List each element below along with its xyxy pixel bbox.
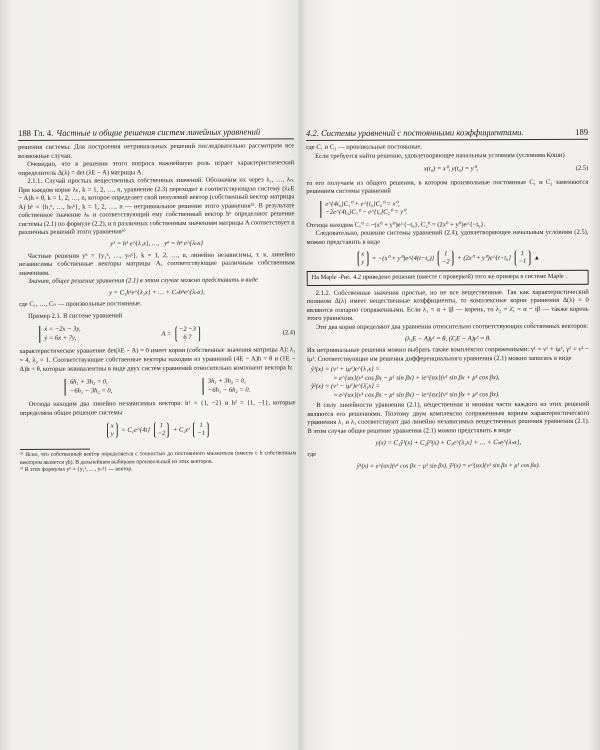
system-line: −2e^{4t₀}C₁⁰ − e^{t₀}C₂⁰ = y⁰.	[325, 208, 408, 217]
paragraph: где C₁, …, Cₙ — произвольные постоянные.	[19, 300, 142, 309]
vector-entry: x	[361, 251, 365, 259]
formula-eigen-equations: (λ₁E − A)γ¹ = θ, (λ̄₁E − A)γ² = θ.	[404, 334, 491, 343]
ode-line: ẏ = 6x + 7y,	[44, 334, 77, 342]
eigenvector-2	[515, 250, 531, 266]
paragraph: то его получаем из общего решения, в котором произвольные постоянные C₁ и C₂ заменяются решением системы уравнений	[306, 178, 589, 196]
vector-entry: −2	[441, 258, 450, 266]
eigenvector-1	[438, 251, 454, 267]
formula-line: = e^{αx}(ν¹ cos βx − μ¹ sin βx) + ie^{αx}(ν¹ sin βx + μ¹ cos βx),	[333, 373, 500, 382]
system-line: 6h₁ + 3h₂ = 0,	[69, 378, 108, 386]
paragraph: где	[307, 451, 317, 459]
equation-number: (2.4)	[282, 328, 296, 337]
formula-particular-solutions	[19, 239, 295, 249]
constants-system	[320, 198, 588, 220]
formula-general-solution: y = C₁h¹e^{λ₁x} + … + Cₙhⁿe^{λₙx},	[109, 288, 205, 297]
footnote: ⁶⁾ В этих формулах yᵏ = {y₁ᵏ, …, yₙᵏ} — вектор.	[20, 466, 133, 473]
formula-line: ỹ²(x) = (ν¹ − iμ¹)e^{λ̄₁x} =	[311, 382, 380, 391]
right-running-title: 4.2. Системы уравнений с постоянными коэффициентами.	[306, 127, 524, 138]
constants-system-brace	[320, 200, 407, 217]
right-page-header	[306, 127, 588, 141]
formula-cauchy-solution	[307, 250, 589, 267]
left-running-title: Частные и общие решения систем линейных уравнений	[56, 126, 261, 138]
paragraph: Эти два корня определяют два уравнения относительно соответствующих собственных векторов:	[315, 322, 589, 331]
formula-line: = e^{αx}(ν¹ cos βx − μ¹ sin βx) − ie^{αx}(ν¹ sin βx + μ¹ cos βx).	[333, 390, 500, 399]
vector-entry: y	[110, 430, 114, 438]
lhs-vector	[107, 423, 118, 439]
vector-entry: 1	[444, 250, 448, 258]
paragraph: Значит, общее решение уравнения (2.1) в этом случае можно представить в виде	[27, 276, 258, 286]
system-line: 3h₁ + 3h₂ = 0,	[207, 377, 246, 385]
vector-entry: 1	[159, 422, 164, 430]
paragraph: В силу линейности уравнения (2.1), вещественная и мнимая части каждого из этих решений являются его решениями. Поэтому двум комплексно сопряженным корням характеристического уравнения λ₁ и λ₁ соответствуют два линейно независимых вещественных решения уравнения (2.1). В этом случае общее решение уравнения (2.1) можно представить в виде	[307, 401, 590, 435]
paragraph: Их нетривиальные решения можно выбрать также комплексно сопряженными: γ¹ = ν¹ + iμ¹, γ² = ν¹ − iμ¹. Соответствующие им решения дифференциального уравнения (2.1) можно записать в виде	[306, 345, 589, 363]
paragraph: Отсюда находим два линейно независимых вектора: h¹ = {1, −2} и h² = {1, −1}, которые определяем общее решение системы	[19, 399, 296, 417]
component-system-a	[65, 379, 112, 396]
footnote: ⁵⁾ Ясно, что собственный вектор определяется с точностью до постоянного множителя (вместе с h собственным вектором является γh). В дальнейшем выбираем произвольный из этих векторов.	[19, 450, 297, 466]
formula-example-general-solution	[20, 422, 296, 440]
formula-general-real: y(x) = C₁ŷ¹(x) + C₂ŷ²(x) + C₃e^{λ₃x} + … + Cₙe^{λₙx},	[375, 438, 522, 447]
system-line: −6h₁ − 3h₂ = 0,	[69, 387, 113, 395]
formula-text: y¹ = h¹ e^{λ₁x}, …,	[110, 240, 160, 248]
left-page	[18, 126, 298, 728]
vector-entry: −1	[197, 430, 206, 438]
cauchy-conditions-row	[306, 162, 588, 178]
end-of-example-mark: ▲	[533, 255, 540, 262]
complex-solutions	[311, 365, 589, 400]
formula-text: = −(x⁰ + y⁰)e^{4(t−t₀)}	[371, 255, 435, 263]
ode-system	[39, 326, 80, 343]
paragraph: Частные решения yᵏ = {y₁ᵏ, …, yₙᵏ}, k = 1, 2, …, n, линейно независимы, т. к. линейно независимы собственные векторы матрицы A, соответствующие различным собственным значениям.	[18, 250, 295, 277]
footnote-divider	[20, 449, 90, 450]
paragraph: решения системы. Для построения нетривиальных решений последовательно рассмотрим все возможные случаи.	[18, 142, 295, 160]
formula-line: ỹ¹(x) = (ν¹ + iμ¹)e^{λ₁x} =	[311, 365, 380, 374]
paragraph: 2.1.1. Случай простых вещественных собственных значений. Обозначим их через λ₁, …, λₙ. При каждом корне λₖ, k = 1, 2, …, n, уравнение (2.3) переходит в соответствующую систему (λₖE − A)h = θ, k = 1, 2, …, n, которое определяет свой ненулевой вектор (собственный вектор матрицы A) hᵏ = {h₁ᵏ, …, hₙᵏ}, k = 1, 2, …, n — нетривиальное решение этого уравнения⁵⁾. В результате собственное значение λₖ и соответствующий ему собственный вектор hᵏ определяют решение системы (2.1) по формуле (2.2), и n различных собственным значениям матрицы A соответствует n различных решений этого уравнения⁶⁾	[18, 176, 295, 237]
left-chapter-label: Гл. 4.	[33, 127, 54, 138]
matrix-block	[161, 326, 202, 342]
cauchy-conditions: x(t₀) = x⁰, y(t₀) = y⁰,	[423, 165, 478, 173]
matrix-label: A =	[161, 330, 172, 338]
paragraph: характеристическое уравнение det(λE − A) = 0 имеет корни (собственные значения матрицы A): λ₁ = 4, λ₂ = 1. Соответствующие собственные векторы находим из уравнений (4E − A)h = θ и (1E − A)h = θ, которые эквивалентны в виде двух систем уравнений относительно компонент вектора h:	[19, 346, 296, 373]
paragraph: 2.1.2. Собственные значения простые, но не все вещественные. Так как характеристический полином Δ(λ) имеет вещественные коэффициенты, то комплексные корни уравнения Δ(λ) = 0 являются попарно сопряженными. Если λ₁ = α + iβ — корень, то λ₂ = λ̄₁ = α − iβ — также корень этого уравнения.	[306, 288, 589, 323]
matrix-row: 6 7	[183, 333, 192, 341]
left-page-body	[18, 142, 296, 474]
matrix-A	[175, 326, 200, 342]
eigenvector-2	[193, 422, 209, 438]
matrix-row: −2 −3	[178, 325, 196, 333]
paragraph: где C₁ и C₂ — произвольные постоянные.	[306, 143, 423, 151]
eigenvector-1	[154, 422, 170, 438]
maple-note-box: На Maple -Рис. 4.2 приведено решение (вместе с проверкой) того же примера в системе Maple .	[307, 270, 589, 286]
formula-text: = C₁e^{4t}	[121, 427, 150, 435]
right-page	[306, 127, 591, 728]
component-system-b	[203, 378, 250, 395]
vector-entry: −2	[157, 430, 166, 438]
system-line: e^{4t₀}C₁⁰ + e^{t₀}C₂⁰ = x⁰,	[325, 200, 400, 208]
component-systems-row	[20, 375, 296, 398]
right-page-body	[306, 143, 589, 471]
vector-entry: x	[110, 422, 114, 430]
paragraph: Очевидно, что в решении этого вопроса важнейшую роль играет характеристический определитель Δ(λ) = det (λE − A) матрицы A.	[18, 159, 295, 177]
left-page-number: 188	[18, 127, 31, 138]
paragraph: Отсюда находим C₁⁰ = −(x⁰ + y⁰)e^{−t₀}, C₂⁰ = (2x⁰ + y⁰)e^{−t₀}.	[306, 221, 486, 229]
formula-real-parts: ŷ¹(x) = e^{αx}(ν¹ cos βx − μ¹ sin βx), ŷ²(x) = e^{αx}(ν¹ sin βx + μ¹ cos βx).	[356, 461, 541, 470]
system-line: −6h₁ − 6h₂ = 0.	[207, 386, 251, 394]
paragraph: Следовательно, решение системы уравнений (2.4), удовлетворяющее начальным условиям (2.5), можно представить в виде	[306, 229, 589, 246]
paragraph: Если требуется найти решение, удовлетворяющее начальным условиям (условиям Коши)	[315, 151, 565, 160]
right-page-number: 189	[575, 126, 589, 137]
ode-line: ẋ = −2x − 3y,	[44, 326, 81, 334]
equation-number: (2.5)	[575, 164, 589, 172]
left-page-header	[18, 126, 294, 141]
vector-entry: 1	[199, 422, 203, 430]
formula-text: + C₂eᵗ	[172, 426, 190, 434]
formula-text: yⁿ = hⁿ e^{λₙx}	[164, 239, 204, 248]
vector-entry: −1	[518, 258, 527, 266]
vector-entry: y	[361, 259, 365, 267]
formula-text: + (2x⁰ + y⁰)e^{t−t₀}	[457, 255, 511, 263]
lhs-vector	[357, 251, 368, 267]
example-system-row	[39, 323, 295, 346]
paragraph: Пример 2.1. В системе уравнений	[28, 312, 123, 320]
vector-entry: 1	[520, 250, 525, 258]
